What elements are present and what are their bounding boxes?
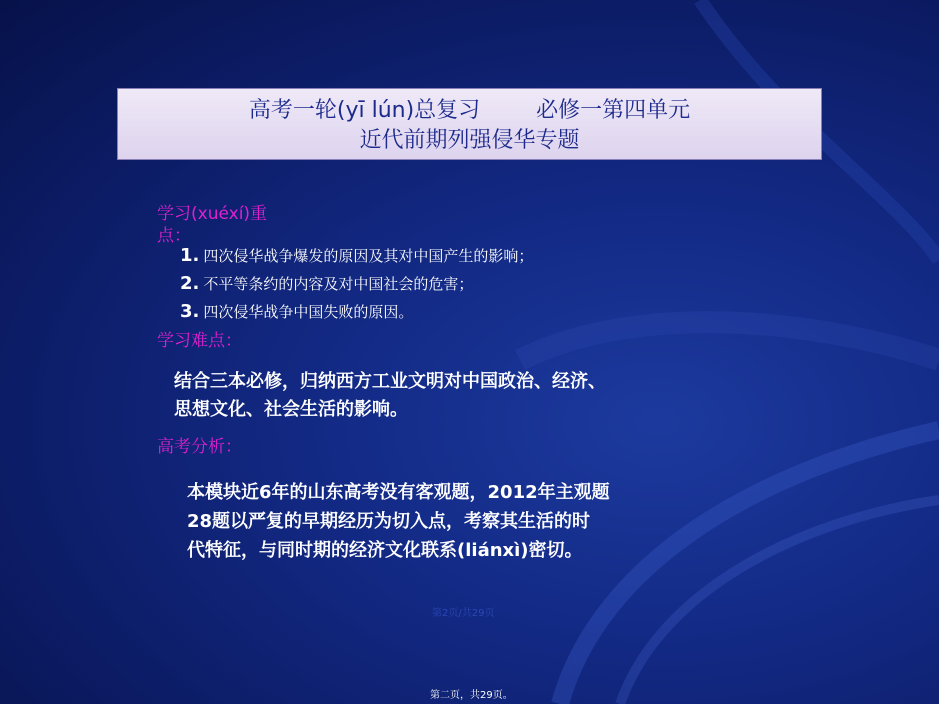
analysis-line-1: 本模块近6年的山东高考没有客观题，2012年主观题 [187,482,610,503]
analysis-line-3: 代特征，与同时期的经济文化联系(liánxì)密切。 [187,540,583,561]
outer-page-number: 第二页，共29页。 [430,690,513,701]
title-line-2: 近代前期列强侵华专题 [359,128,580,153]
analysis-line-2: 28题以严复的早期经历为切入点，考察其生活的时 [187,511,591,532]
focus-item-2 [180,273,473,295]
focus-item-3-text: 四次侵华战争中国失败的原因。 [203,303,414,321]
difficulty-line-1: 结合三本必修，归纳西方工业文明对中国政治、经济、 [174,371,606,392]
title-box [117,88,822,160]
focus-item-1-number: 1. [180,245,200,266]
focus-item-3 [180,301,413,323]
focus-item-1-text: 四次侵华战争爆发的原因及其对中国产生的影响； [203,247,534,265]
focus-item-3-number: 3. [180,301,200,322]
title-line-1: 高考一轮(yī lún)总复习 必修一第四单元 [248,98,691,123]
difficulty-label: 学习难点： [157,331,242,351]
inner-page-number: 第2页/共29页 [432,608,495,619]
difficulty-line-2: 思想文化、社会生活的影响。 [174,399,408,420]
focus-item-1 [180,245,533,267]
focus-item-2-number: 2. [180,273,200,294]
focus-item-2-text: 不平等条约的内容及对中国社会的危害； [203,275,474,293]
analysis-label: 高考分析： [157,437,242,457]
focus-label-line-2: 点： [157,226,191,246]
focus-label-line-1: 学习(xuéxí)重 [157,204,268,224]
